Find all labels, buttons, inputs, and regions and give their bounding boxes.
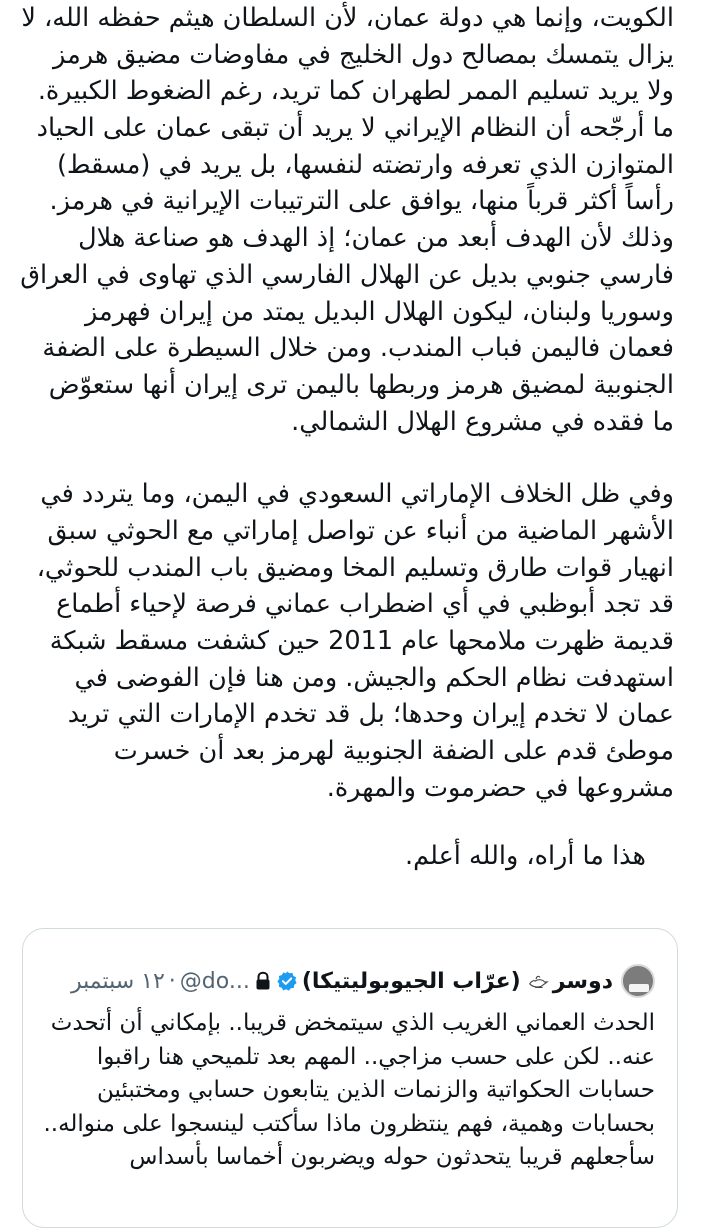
text-line: وذلك لأن الهدف أبعد من عمان؛ إذ الهدف هو صناعة هلال [78,223,674,254]
text-line: مشروعها في حضرموت والمهرة. [326,772,674,803]
closing-line: هذا ما أراه، والله أعلم. [405,841,646,872]
text-line: ما فقده في مشروع الهلال الشمالي. [291,406,674,437]
quoted-text-line: الحدث العماني الغريب الذي سيتمخض قريبا.. بإمكاني أن أتحدث [50,1010,655,1036]
header-separator: · [168,968,176,994]
text-line: وسوريا ولبنان، ليكون الهلال البديل يمتد من إيران فهرمز [84,296,674,327]
text-line: وفي ظل الخلاف الإماراتي السعودي في اليمن، وما يتردد في [40,479,674,510]
quoted-tweet-text [45,1007,655,1175]
text-line: الكويت، وإنما هي دولة عمان، لأن السلطان هيثم حفظه الله، لا [21,3,674,33]
avatar[interactable] [621,964,655,998]
quoted-text-line: سأجعلهم قريبا يتحدثون حوله ويضربون أخماسا بأسداس [129,1144,655,1170]
quoted-tweet-card[interactable] [22,928,678,1228]
text-line: استهدفت نظام الحكم والجيش. ومن هنا فإن الفوضى في [74,662,674,693]
quoted-date[interactable]: ١٢ سبتمبر [70,968,165,994]
quoted-author-name[interactable]: دوسر [552,968,613,994]
lock-icon [254,971,272,991]
text-line: ولا يريد تسليم الممر لطهران كما تريد، رغم الضغوط الكبيرة. [37,76,674,107]
text-line: فعمان فاليمن فباب المندب. ومن خلال السيطرة على الضفة [42,333,674,364]
quoted-text-line: حسابات الحكواتية والزنمات الذين يتابعون حسابي ومختبئين [97,1077,655,1103]
text-line: موطئ قدم على الضفة الجنوبية لهرمز بعد أن خسرت [113,736,674,767]
paragraph-gap [30,440,674,476]
text-line: عمان لا تخدم إيران وحدها؛ بل قد تخدم الإمارات التي تريد [67,699,674,730]
text-line: رأساً أكثر قرباً منها، يوافق على الترتيبات الإيرانية في هرمز. [49,186,674,217]
text-line: قديمة ظهرت ملامحها عام 2011 حين كشفت مسقط شبكة [49,626,674,656]
text-line: الأشهر الماضية من أنباء عن تواصل إماراتي مع الحوثي سبق [47,515,674,546]
quoted-author-title[interactable]: (عرّاب الجيوبوليتيكا) [301,968,521,994]
quoted-text-line: بحسابات وهمية، فهم ينتظرون ماذا سأكتب لينسجوا على منواله.. [43,1110,655,1137]
verified-badge-icon [276,970,298,992]
text-line: قد تجد أبوظبي في أي اضطراب عماني فرصة لإحياء أطماع [56,589,674,620]
text-line: الجنوبية لمضيق هرمز وربطها باليمن ترى إيران أنها ستعوّض [48,369,674,400]
quoted-text-line: عنه.. لكن على حسب مزاجي.. المهم بعد تلميحي هنا راقبوا [96,1043,655,1070]
tweet-paragraph-2 [30,476,674,806]
text-line: المتوازن الذي تعرفه وارتضته لنفسها، بل يريد في (مسقط) [56,149,674,180]
genie-lamp-icon [527,970,549,992]
paragraph-gap [30,806,674,838]
tweet-paragraph-1 [20,0,674,440]
quoted-handle[interactable]: @do... [179,968,250,994]
text-line: فارسي جنوبي بديل عن الهلال الفارسي الذي تهاوى في العراق [20,259,674,290]
tweet-closing [30,838,674,875]
quoted-tweet-header [45,963,655,999]
text-line: انهيار قوات طارق وتسليم المخا ومضيق باب المندب للحوثي، [36,552,674,583]
text-line: يزال يتمسك بمصالح دول الخليج في مفاوضات مضيق هرمز [53,39,674,70]
text-line: ما أرجّحه أن النظام الإيراني لا يريد أن تبقى عمان على الحياد [36,113,674,144]
